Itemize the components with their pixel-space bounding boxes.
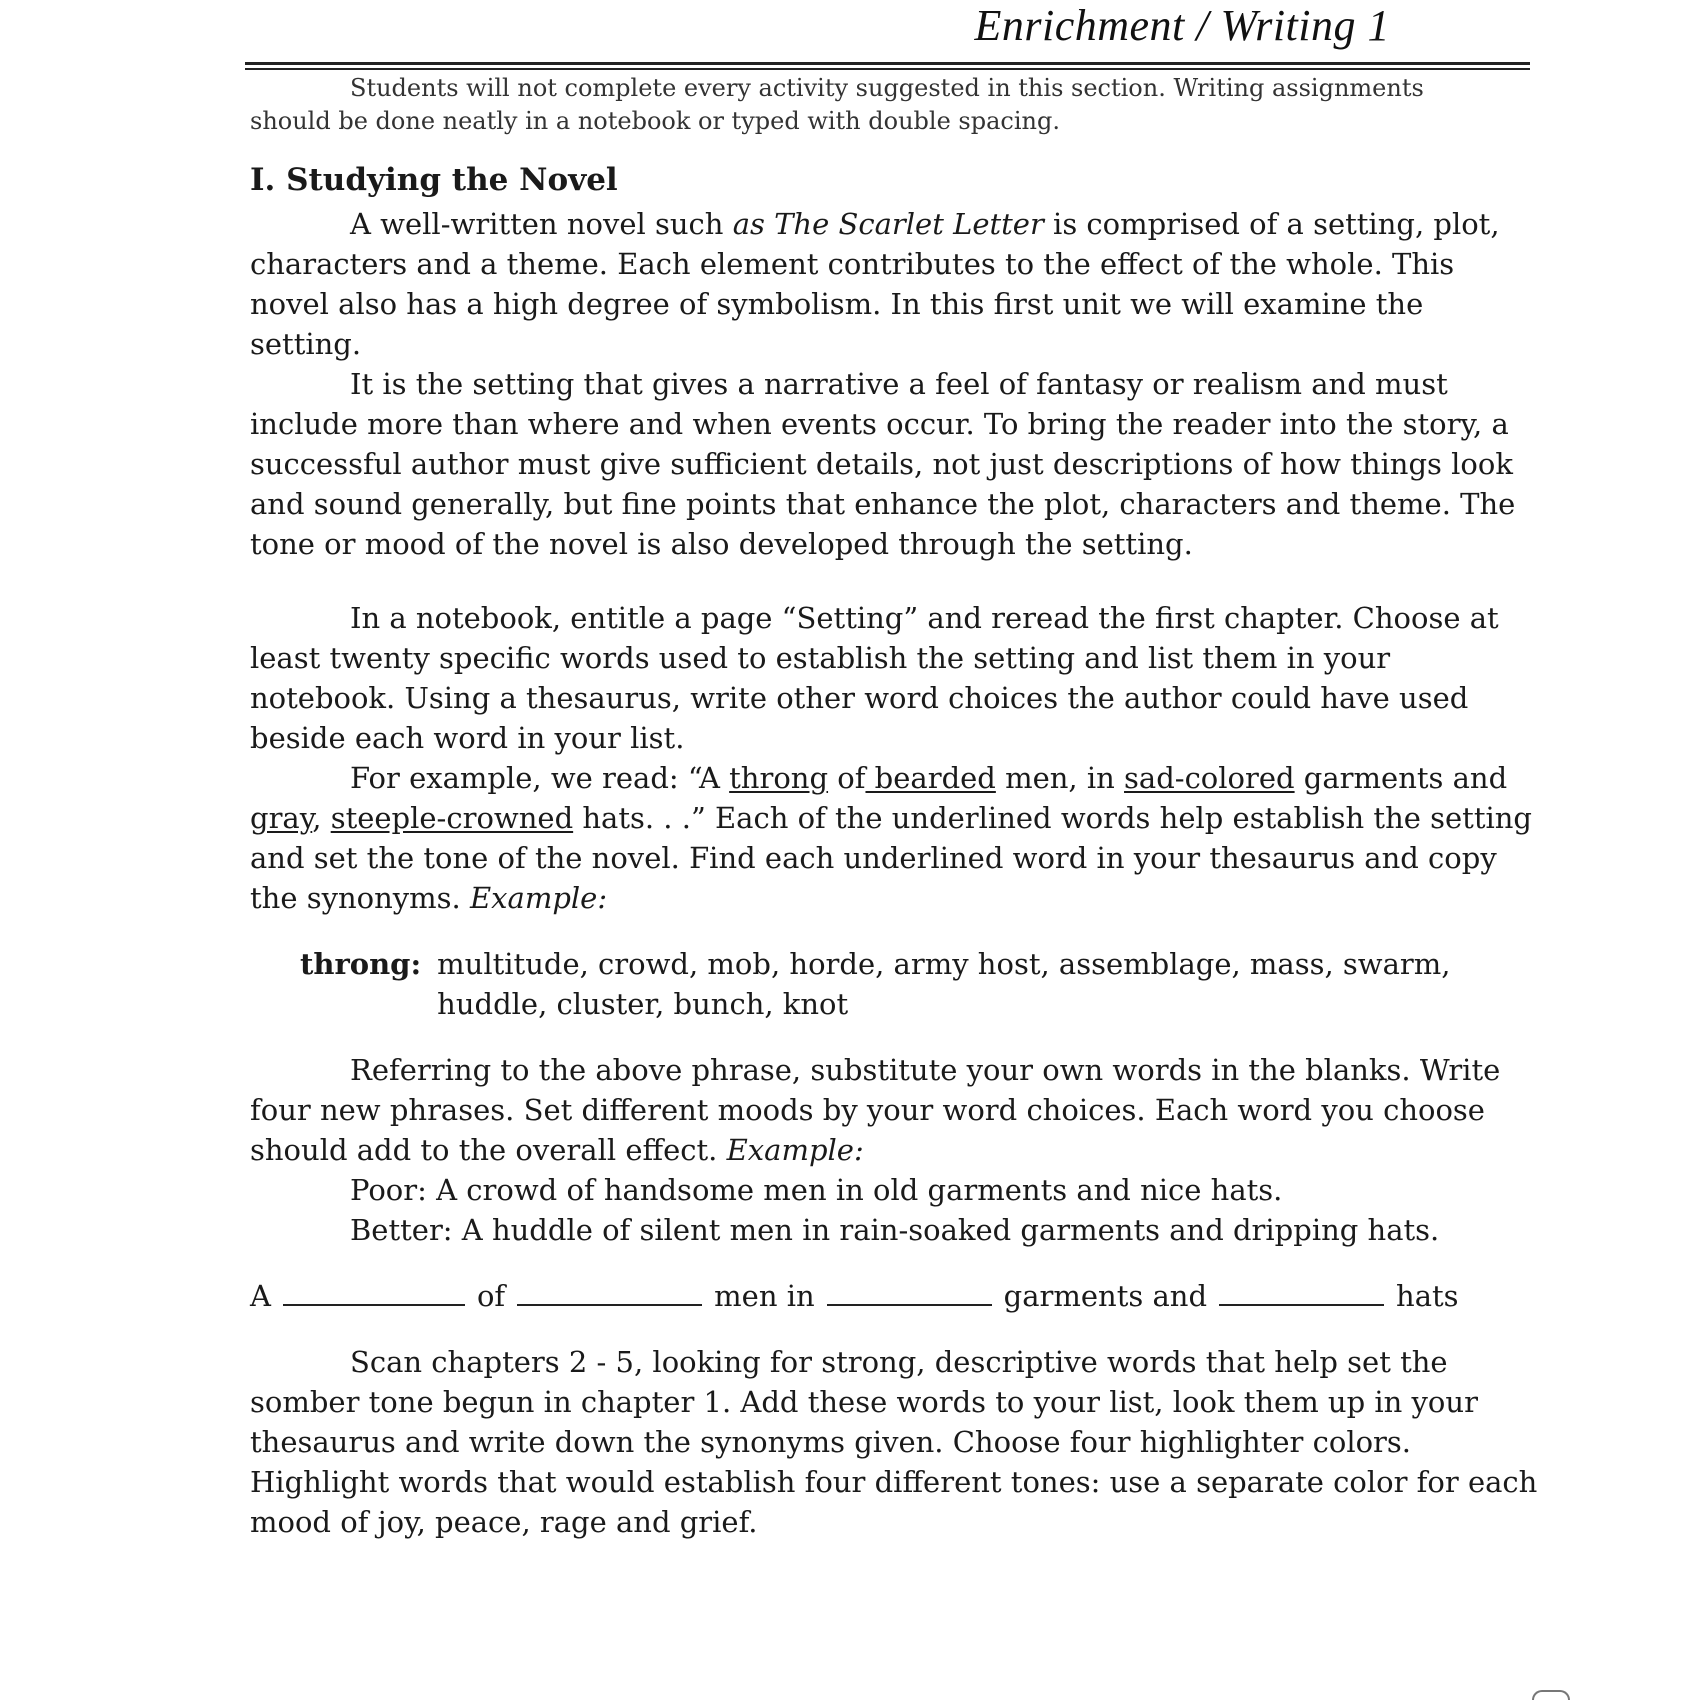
fill-in-blank-2 [517, 1304, 702, 1306]
paragraph-scan-chapters: Scan chapters 2 - 5, looking for strong, descriptive words that help set the somber tone begun in chapter 1. Add these words to your list, look them up in your thesaurus and write down the synonyms given. Choose four highlighter colors. Highlight words that would establish four different tones: use a separate color for each mood of joy, peace, rage and grief. [250, 1345, 1538, 1539]
quote-text-6: hats. . .” Each of the underlined words help establish the setting and set the tone of the novel. Find each underlined word in your thesaurus and copy the synonyms. [250, 801, 1532, 915]
example-label: Example: [470, 881, 608, 915]
synonym-entry [300, 944, 1540, 1024]
novel-title: as The Scarlet Letter [732, 207, 1044, 241]
fill-in-word-1: A [250, 1279, 271, 1313]
quote-text-5: , [312, 801, 331, 835]
intro-note [250, 72, 1530, 138]
section-heading: I. Studying the Novel [250, 162, 618, 198]
example-better: Better: A huddle of silent men in rain-soaked garments and dripping hats. [350, 1213, 1440, 1247]
synonym-term: throng: [300, 947, 422, 981]
fill-in-blank-1 [283, 1304, 465, 1306]
underlined-word-bearded: bearded [865, 761, 996, 795]
example-poor: Poor: A crowd of handsome men in old garments and nice hats. [350, 1173, 1283, 1207]
fill-in-blank-3 [827, 1304, 992, 1306]
underlined-word-throng: throng [729, 761, 829, 795]
header-rule-thin [245, 68, 1530, 70]
underlined-word-gray: gray [250, 801, 313, 835]
fill-in-word-5: hats [1396, 1279, 1459, 1313]
quote-text-2: of [828, 761, 866, 795]
fill-in-word-3: men in [714, 1279, 815, 1313]
underlined-word-sad-colored: sad-colored [1124, 761, 1295, 795]
fill-in-word-2: of [476, 1279, 506, 1313]
fill-in-phrase [250, 1276, 1540, 1316]
example-label-2: Example: [726, 1133, 864, 1167]
intro-line-1: Students will not complete every activity suggested in this section. Writing assignments [350, 74, 1424, 102]
paragraph-setting: It is the setting that gives a narrative a feel of fantasy or realism and must include more than where and when events occur. To bring the reader into the story, a successful author must give sufficient details, not just descriptions of how things look and sound generally, but fine points that enhance the plot, characters and theme. The tone or mood of the novel is also developed through the setting. [250, 367, 1516, 561]
page-corner-mark [1532, 1690, 1570, 1700]
paragraph-elements [250, 204, 1540, 364]
page-title: Enrichment / Writing 1 [974, 1, 1390, 50]
quote-text-1: For example, we read: “A [350, 761, 730, 795]
header-rule-thick [245, 62, 1530, 65]
intro-line-2: should be done neatly in a notebook or typed with double spacing. [250, 107, 1060, 135]
fill-in-word-4: garments and [1003, 1279, 1208, 1313]
synonym-list: multitude, crowd, mob, horde, army host, assemblage, mass, swarm, huddle, cluster, bunch, knot [437, 947, 1451, 1021]
paragraph-elements-text-1: A well-written novel such [350, 207, 733, 241]
fill-in-blank-4 [1219, 1304, 1384, 1306]
quote-text-3: men, in [995, 761, 1125, 795]
main-content [250, 204, 1540, 1542]
paragraph-substitute-text: Referring to the above phrase, substitute your own words in the blanks. Write four new phrases. Set different moods by your word choices. Each word you choose should add to the overall effect. [250, 1053, 1501, 1167]
paragraph-substitute [250, 1050, 1540, 1170]
paragraph-elements-text-2: is comprised of a setting, plot, characters and a theme. Each element contributes to the effect of the whole. This novel also has a high degree of symbolism. In this first unit we will examine the setting. [250, 207, 1500, 361]
paragraph-example-quote [250, 758, 1540, 918]
underlined-word-steeple-crowned: steeple-crowned [330, 801, 574, 835]
quote-text-4: garments and [1294, 761, 1508, 795]
paragraph-notebook-instructions: In a notebook, entitle a page “Setting” and reread the first chapter. Choose at least twenty specific words used to establish the setting and list them in your notebook. Using a thesaurus, write other word choices the author could have used beside each word in your list. [250, 601, 1499, 755]
